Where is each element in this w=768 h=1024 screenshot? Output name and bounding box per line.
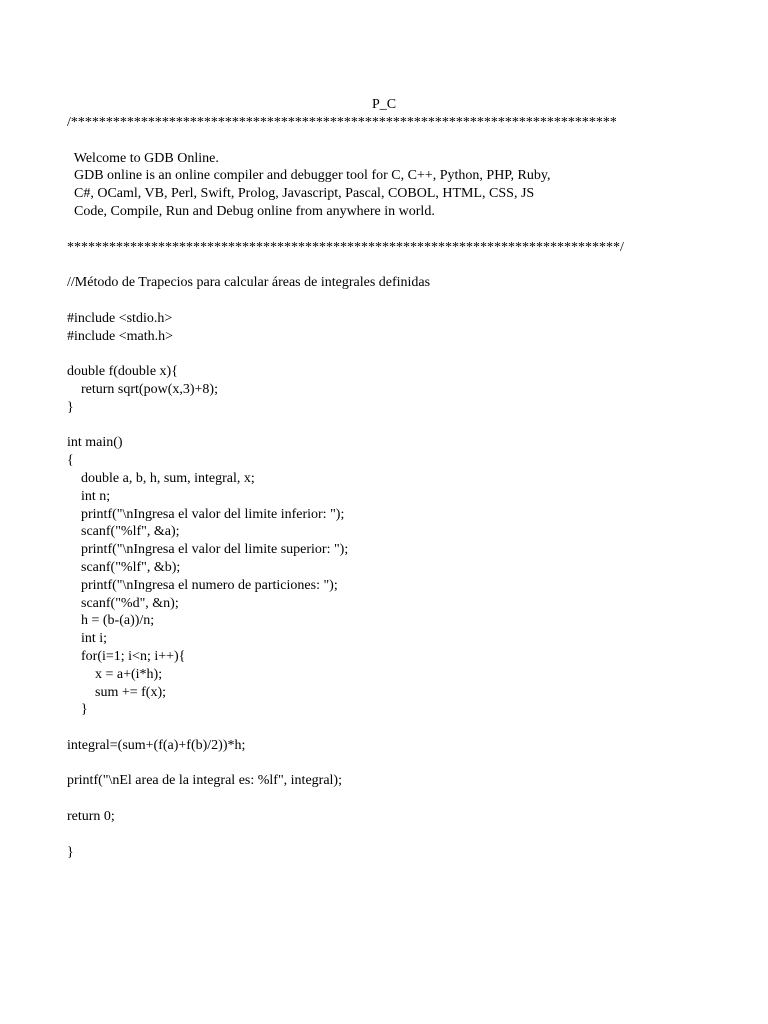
page-title: P_C: [371, 97, 397, 112]
code-line: /******************************************************************************: [67, 115, 617, 130]
code-line: [67, 345, 747, 363]
code-line: }: [67, 702, 88, 718]
code-line: }: [67, 399, 74, 415]
code-line: [67, 256, 747, 274]
code-line: return 0;: [67, 809, 115, 825]
code-line: double a, b, h, sum, integral, x;: [67, 470, 255, 486]
code-line: printf("\nIngresa el valor del limite superior: ");: [67, 542, 349, 558]
code-line: Code, Compile, Run and Debug online from anywhere in world.: [67, 203, 435, 219]
code-line: {: [67, 453, 74, 469]
code-line: [67, 755, 747, 773]
code-line: scanf("%lf", &a);: [67, 524, 180, 540]
code-line: printf("\nEl area de la integral es: %lf", integral);: [67, 773, 342, 789]
code-line: sum += f(x);: [67, 684, 167, 700]
code-line: for(i=1; i<n; i++){: [67, 648, 186, 664]
code-line: *******************************************************************************/: [67, 239, 624, 255]
code-line: Welcome to GDB Online.: [67, 150, 219, 166]
code-line: }: [67, 844, 74, 860]
code-line: [67, 417, 747, 435]
code-line: [67, 719, 747, 737]
code-line: double f(double x){: [67, 364, 178, 380]
code-line: int i;: [67, 631, 108, 647]
code-line: x = a+(i*h);: [67, 666, 163, 682]
code-line: int n;: [67, 488, 111, 504]
code-line: [67, 221, 747, 239]
code-line: int main(): [67, 435, 123, 451]
code-line: [67, 790, 747, 808]
code-line: C#, OCaml, VB, Perl, Swift, Prolog, Javascript, Pascal, COBOL, HTML, CSS, JS: [67, 186, 535, 202]
code-line: //Método de Trapecios para calcular áreas de integrales definidas: [67, 275, 431, 291]
code-line: scanf("%lf", &b);: [67, 559, 181, 575]
code-line: h = (b-(a))/n;: [67, 613, 155, 629]
code-line: GDB online is an online compiler and debugger tool for C, C++, Python, PHP, Ruby,: [67, 168, 551, 184]
code-line: [67, 132, 747, 150]
code-line: scanf("%d", &n);: [67, 595, 179, 611]
code-line: [67, 292, 747, 310]
code-line: #include <stdio.h>: [67, 310, 173, 326]
code-line: return sqrt(pow(x,3)+8);: [67, 381, 218, 397]
code-line: [67, 826, 747, 844]
code-line: printf("\nIngresa el valor del limite inferior: ");: [67, 506, 345, 522]
code-line: integral=(sum+(f(a)+f(b)/2))*h;: [67, 737, 246, 753]
code-listing: [67, 114, 747, 861]
code-line: printf("\nIngresa el numero de particiones: ");: [67, 577, 338, 593]
code-line: #include <math.h>: [67, 328, 173, 344]
